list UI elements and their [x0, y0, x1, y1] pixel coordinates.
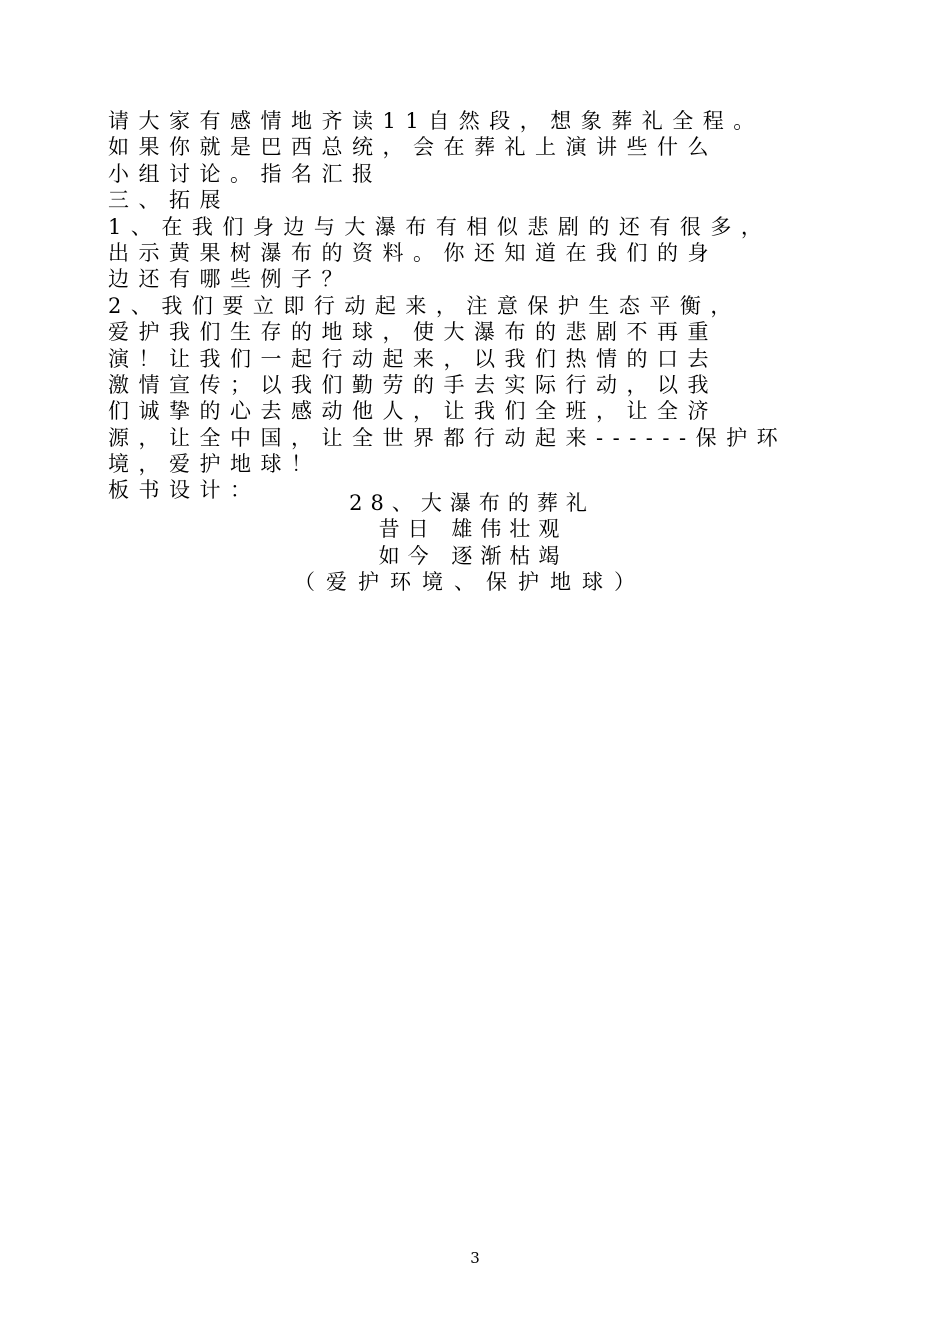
body-line: 们诚挚的心去感动他人，让我们全班，让全济	[108, 399, 718, 424]
body-line: 出示黄果树瀑布的资料。你还知道在我们的身	[108, 240, 718, 265]
board-theme: （爱护环境、保护地球）	[294, 570, 646, 595]
body-line: 源，让全中国，让全世界都行动起来------保护环	[108, 425, 788, 450]
board-line: 如今 逐渐枯竭	[378, 543, 568, 568]
body-text	[108, 108, 868, 504]
body-line: 小组讨论。指名汇报	[108, 161, 383, 186]
body-line: 1、在我们身边与大瀑布有相似悲剧的还有很多，	[108, 214, 772, 239]
body-line: 境，爱护地球！	[108, 452, 322, 477]
board-title: 28、大瀑布的葬礼	[349, 491, 595, 515]
body-line: 爱护我们生存的地球，使大瀑布的悲剧不再重	[108, 320, 718, 345]
body-line: 边还有哪些例子？	[108, 267, 352, 292]
board-line: 昔日 雄伟壮观	[378, 517, 568, 542]
body-line: 演！让我们一起行动起来，以我们热情的口去	[108, 346, 718, 371]
body-line: 激情宣传；以我们勤劳的手去实际行动，以我	[108, 372, 718, 397]
body-line: 2、我们要立即行动起来，注意保护生态平衡，	[108, 293, 741, 318]
section-heading: 三、拓展	[108, 188, 230, 213]
body-line: 如果你就是巴西总统，会在葬礼上演讲些什么	[108, 135, 718, 160]
blackboard-design	[0, 490, 950, 596]
board-design-label: 板书设计：	[108, 478, 261, 503]
page-number: 3	[470, 1249, 480, 1267]
body-line: 请大家有感情地齐读11自然段，想象葬礼全程。	[108, 109, 764, 133]
